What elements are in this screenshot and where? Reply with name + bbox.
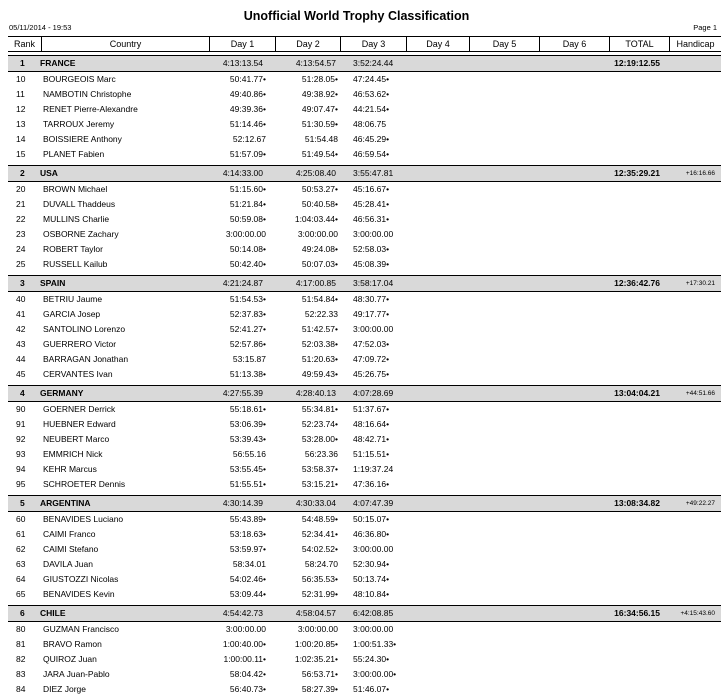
rider-number: 80 xyxy=(16,624,26,634)
team-day1: 4:14:33.00 xyxy=(222,168,263,178)
rider-day1: 52:12.67 xyxy=(232,134,266,144)
rider-number: 24 xyxy=(16,244,26,254)
team-row xyxy=(8,385,721,402)
rider-row xyxy=(8,72,721,87)
rider-name: BOURGEOIS Marc xyxy=(43,74,116,84)
rider-number: 94 xyxy=(16,464,26,474)
team-rank: 1 xyxy=(20,58,25,68)
rider-number: 13 xyxy=(16,119,26,129)
col-header-day5: Day 5 xyxy=(469,37,539,51)
rider-day3: 51:37.67• xyxy=(353,404,390,414)
rider-number: 14 xyxy=(16,134,26,144)
team-row xyxy=(8,55,721,72)
rider-day1: 51:57.09• xyxy=(229,149,266,159)
rider-name: BOISSIERE Anthony xyxy=(43,134,122,144)
rider-row xyxy=(8,652,721,667)
rider-row xyxy=(8,117,721,132)
rider-row xyxy=(8,132,721,147)
team-day3: 4:07:28.69 xyxy=(353,388,394,398)
rider-day2: 53:28.00• xyxy=(301,434,338,444)
rider-day1: 51:21.84• xyxy=(229,199,266,209)
rider-number: 61 xyxy=(16,529,26,539)
team-total: 16:34:56.15 xyxy=(614,608,660,618)
rider-row xyxy=(8,322,721,337)
rider-day2: 55:34.81• xyxy=(301,404,338,414)
team-rank: 6 xyxy=(20,608,25,618)
team-country: CHILE xyxy=(40,608,66,618)
rider-day1: 51:54.53• xyxy=(229,294,266,304)
rider-name: CERVANTES Ivan xyxy=(43,369,113,379)
rider-day2: 52:31.99• xyxy=(301,589,338,599)
rider-number: 93 xyxy=(16,449,26,459)
rider-number: 65 xyxy=(16,589,26,599)
rider-day2: 54:48.59• xyxy=(301,514,338,524)
rider-day1: 3:00:00.00 xyxy=(225,229,266,239)
rider-day2: 52:23.74• xyxy=(301,419,338,429)
rider-day3: 50:15.07• xyxy=(353,514,390,524)
rider-name: OSBORNE Zachary xyxy=(43,229,119,239)
rider-day1: 53:15.87 xyxy=(232,354,266,364)
rider-name: PLANET Fabien xyxy=(43,149,105,159)
rider-day3: 48:30.77• xyxy=(353,294,390,304)
rider-name: BENAVIDES Kevin xyxy=(43,589,115,599)
team-day1: 4:21:24.87 xyxy=(222,278,263,288)
rider-day1: 50:41.77• xyxy=(229,74,266,84)
team-day2: 4:25:08.40 xyxy=(295,168,336,178)
rider-day3: 47:52.03• xyxy=(353,339,390,349)
rider-day2: 50:53.27• xyxy=(301,184,338,194)
rider-day3: 46:53.62• xyxy=(353,89,390,99)
rider-row xyxy=(8,227,721,242)
rider-row xyxy=(8,477,721,492)
rider-day2: 49:59.43• xyxy=(301,369,338,379)
rider-day2: 51:54.84• xyxy=(301,294,338,304)
rider-day2: 51:28.05• xyxy=(301,74,338,84)
table-header xyxy=(8,36,721,52)
rider-day3: 44:21.54• xyxy=(353,104,390,114)
rider-row xyxy=(8,182,721,197)
rider-day3: 1:00:51.33• xyxy=(353,639,397,649)
rider-number: 11 xyxy=(16,89,25,99)
col-header-country: Country xyxy=(41,37,209,51)
col-header-rank: Rank xyxy=(13,39,35,49)
rider-day3: 46:59.54• xyxy=(353,149,390,159)
team-country: SPAIN xyxy=(40,278,66,288)
rider-day3: 51:15.51• xyxy=(353,449,390,459)
rider-day1: 52:57.86• xyxy=(229,339,266,349)
rider-day2: 52:34.41• xyxy=(301,529,338,539)
rider-name: SANTOLINO Lorenzo xyxy=(43,324,126,334)
team-day2: 4:30:33.04 xyxy=(295,498,336,508)
team-row xyxy=(8,495,721,512)
rider-day3: 55:24.30• xyxy=(353,654,390,664)
team-block xyxy=(8,55,721,162)
col-header-total: TOTAL xyxy=(609,37,669,51)
team-handicap: +16:16.66 xyxy=(685,170,715,177)
rider-day1: 49:39.36• xyxy=(229,104,266,114)
rider-name: CAIMI Stefano xyxy=(43,544,99,554)
team-day3: 3:52:24.44 xyxy=(353,58,394,68)
team-total: 12:36:42.76 xyxy=(614,278,660,288)
team-row xyxy=(8,605,721,622)
team-handicap: +44:51.66 xyxy=(685,390,715,397)
rider-name: QUIROZ Juan xyxy=(43,654,97,664)
rider-day1: 56:55.16 xyxy=(232,449,266,459)
team-rank: 3 xyxy=(20,278,25,288)
rider-day2: 51:49.54• xyxy=(301,149,338,159)
team-day2: 4:58:04.57 xyxy=(295,608,336,618)
rider-name: GUERRERO Victor xyxy=(43,339,117,349)
rider-number: 25 xyxy=(16,259,26,269)
rider-day3: 3:00:00.00 xyxy=(353,544,394,554)
rider-number: 83 xyxy=(16,669,26,679)
rider-name: GIUSTOZZI Nicolas xyxy=(43,574,119,584)
rider-number: 64 xyxy=(16,574,26,584)
rider-name: MULLINS Charlie xyxy=(43,214,110,224)
rider-row xyxy=(8,307,721,322)
team-country: FRANCE xyxy=(40,58,76,68)
rider-row xyxy=(8,417,721,432)
rider-number: 44 xyxy=(16,354,26,364)
rider-number: 81 xyxy=(16,639,26,649)
rider-day2: 3:00:00.00 xyxy=(297,229,338,239)
rider-day1: 51:15.60• xyxy=(229,184,266,194)
rider-row xyxy=(8,542,721,557)
team-total: 12:19:12.55 xyxy=(614,58,660,68)
rider-day1: 1:00:00.11• xyxy=(223,654,266,664)
rider-day2: 1:02:35.21• xyxy=(294,654,338,664)
rider-day1: 53:55.45• xyxy=(229,464,266,474)
rider-day3: 45:26.75• xyxy=(353,369,390,379)
team-day1: 4:30:14.39 xyxy=(222,498,263,508)
col-header-day2: Day 2 xyxy=(275,37,340,51)
team-country: USA xyxy=(40,168,58,178)
rider-name: NAMBOTIN Christophe xyxy=(43,89,132,99)
team-total: 12:35:29.21 xyxy=(614,168,660,178)
rider-day3: 48:06.75 xyxy=(353,119,387,129)
rider-row xyxy=(8,337,721,352)
rider-name: GARCIA Josep xyxy=(43,309,101,319)
team-day1: 4:27:55.39 xyxy=(222,388,263,398)
rider-day3: 3:00:00.00• xyxy=(353,669,397,679)
rider-name: GOERNER Derrick xyxy=(43,404,116,414)
rider-name: ROBERT Taylor xyxy=(43,244,103,254)
team-rank: 2 xyxy=(20,168,25,178)
rider-day1: 56:40.73• xyxy=(229,684,266,694)
rider-number: 91 xyxy=(16,419,26,429)
rider-row xyxy=(8,432,721,447)
team-handicap: +4:15:43.60 xyxy=(680,610,715,617)
rider-day1: 53:18.63• xyxy=(229,529,266,539)
rider-number: 45 xyxy=(16,369,26,379)
team-day3: 3:58:17.04 xyxy=(353,278,394,288)
rider-number: 43 xyxy=(16,339,26,349)
rider-row xyxy=(8,512,721,527)
rider-day3: 1:19:37.24 xyxy=(353,464,394,474)
rider-row xyxy=(8,462,721,477)
rider-row xyxy=(8,527,721,542)
rider-day2: 52:22.33 xyxy=(304,309,338,319)
rider-number: 12 xyxy=(16,104,26,114)
classification-table xyxy=(8,36,721,697)
rider-number: 23 xyxy=(16,229,26,239)
rider-day2: 3:00:00.00 xyxy=(297,624,338,634)
team-day3: 3:55:47.81 xyxy=(353,168,394,178)
rider-row xyxy=(8,557,721,572)
rider-day3: 48:42.71• xyxy=(353,434,390,444)
rider-name: GUZMAN Francisco xyxy=(43,624,120,634)
rider-day1: 53:59.97• xyxy=(229,544,266,554)
rider-name: BROWN Michael xyxy=(43,184,108,194)
rider-row xyxy=(8,212,721,227)
col-header-handicap: Handicap xyxy=(669,37,721,51)
rider-row xyxy=(8,682,721,697)
rider-day1: 3:00:00.00 xyxy=(225,624,266,634)
rider-name: RUSSELL Kailub xyxy=(43,259,108,269)
rider-row xyxy=(8,197,721,212)
team-handicap: +49:22.27 xyxy=(685,500,715,507)
rider-day1: 52:37.83• xyxy=(229,309,266,319)
rider-day3: 46:36.80• xyxy=(353,529,390,539)
rider-name: DIEZ Jorge xyxy=(43,684,86,694)
team-handicap: +17:30.21 xyxy=(685,280,715,287)
rider-day3: 3:00:00.00 xyxy=(353,324,394,334)
rider-name: JARA Juan-Pablo xyxy=(43,669,110,679)
rider-day3: 52:58.03• xyxy=(353,244,390,254)
team-day3: 4:07:47.39 xyxy=(353,498,394,508)
team-rank: 5 xyxy=(20,498,25,508)
team-row xyxy=(8,165,721,182)
team-day2: 4:13:54.57 xyxy=(295,58,336,68)
team-country: GERMANY xyxy=(40,388,84,398)
rider-day2: 51:54.48 xyxy=(304,134,338,144)
rider-row xyxy=(8,367,721,382)
rider-name: RENET Pierre-Alexandre xyxy=(43,104,138,114)
team-day1: 4:13:13.54 xyxy=(222,58,263,68)
rider-day2: 49:38.92• xyxy=(301,89,338,99)
rider-number: 21 xyxy=(16,199,26,209)
rider-day2: 51:30.59• xyxy=(301,119,338,129)
rider-name: DUVALL Thaddeus xyxy=(43,199,116,209)
rider-day3: 45:08.39• xyxy=(353,259,390,269)
rider-day2: 58:24.70 xyxy=(304,559,338,569)
rider-name: CAIMI Franco xyxy=(43,529,96,539)
rider-row xyxy=(8,667,721,682)
rider-row xyxy=(8,87,721,102)
rider-row xyxy=(8,622,721,637)
team-day1: 4:54:42.73 xyxy=(222,608,263,618)
rider-day1: 53:39.43• xyxy=(229,434,266,444)
team-day2: 4:17:00.85 xyxy=(295,278,336,288)
rider-day2: 56:35.53• xyxy=(301,574,338,584)
team-country: ARGENTINA xyxy=(40,498,91,508)
rider-row xyxy=(8,242,721,257)
rider-day2: 58:27.39• xyxy=(301,684,338,694)
col-header-day3: Day 3 xyxy=(340,37,406,51)
rider-name: BETRIU Jaume xyxy=(43,294,103,304)
rider-number: 60 xyxy=(16,514,26,524)
rider-number: 84 xyxy=(16,684,26,694)
rider-day2: 50:07.03• xyxy=(301,259,338,269)
rider-row xyxy=(8,147,721,162)
rider-row xyxy=(8,402,721,417)
rider-day2: 52:03.38• xyxy=(301,339,338,349)
col-header-day1: Day 1 xyxy=(209,37,275,51)
rider-day3: 47:09.72• xyxy=(353,354,390,364)
rider-name: BARRAGAN Jonathan xyxy=(43,354,129,364)
rider-day2: 56:23.36 xyxy=(304,449,338,459)
rider-row xyxy=(8,352,721,367)
report-title: Unofficial World Trophy Classification xyxy=(243,9,470,23)
rider-day1: 50:14.08• xyxy=(229,244,266,254)
rider-day1: 54:02.46• xyxy=(229,574,266,584)
col-header-day4: Day 4 xyxy=(406,37,469,51)
rider-row xyxy=(8,447,721,462)
rider-number: 20 xyxy=(16,184,26,194)
rider-number: 42 xyxy=(16,324,26,334)
rider-row xyxy=(8,637,721,652)
report-date: 05/11/2014 - 19:53 xyxy=(9,23,72,32)
rider-day2: 53:58.37• xyxy=(301,464,338,474)
team-total: 13:04:04.21 xyxy=(614,388,660,398)
team-day2: 4:28:40.13 xyxy=(295,388,336,398)
rider-day1: 55:43.89• xyxy=(229,514,266,524)
rider-number: 40 xyxy=(16,294,26,304)
rider-row xyxy=(8,572,721,587)
rider-day3: 51:46.07• xyxy=(353,684,390,694)
team-block xyxy=(8,605,721,697)
rider-day1: 51:14.46• xyxy=(229,119,266,129)
rider-number: 92 xyxy=(16,434,26,444)
rider-day3: 52:30.94• xyxy=(353,559,390,569)
rider-day1: 51:55.51• xyxy=(229,479,266,489)
rider-day2: 1:00:20.85• xyxy=(294,639,338,649)
rider-number: 15 xyxy=(16,149,26,159)
rider-row xyxy=(8,587,721,602)
rider-day2: 54:02.52• xyxy=(301,544,338,554)
rider-number: 22 xyxy=(16,214,26,224)
rider-name: DAVILA Juan xyxy=(43,559,93,569)
rider-day1: 51:13.38• xyxy=(229,369,266,379)
rider-number: 95 xyxy=(16,479,26,489)
team-block xyxy=(8,165,721,272)
rider-name: EMMRICH Nick xyxy=(43,449,103,459)
rider-day1: 55:18.61• xyxy=(229,404,266,414)
rider-day3: 48:16.64• xyxy=(353,419,390,429)
rider-number: 90 xyxy=(16,404,26,414)
rider-name: KEHR Marcus xyxy=(43,464,97,474)
rider-name: SCHROETER Dennis xyxy=(43,479,126,489)
rider-day2: 49:24.08• xyxy=(301,244,338,254)
rider-day3: 45:28.41• xyxy=(353,199,390,209)
rider-name: TARROUX Jeremy xyxy=(43,119,115,129)
rider-row xyxy=(8,292,721,307)
col-header-day6: Day 6 xyxy=(539,37,609,51)
team-day3: 6:42:08.85 xyxy=(353,608,394,618)
rider-day1: 49:40.86• xyxy=(229,89,266,99)
rider-day3: 45:16.67• xyxy=(353,184,390,194)
rider-day2: 49:07.47• xyxy=(301,104,338,114)
rider-day3: 49:17.77• xyxy=(353,309,390,319)
rider-name: BRAVO Ramon xyxy=(43,639,102,649)
rider-day1: 50:42.40• xyxy=(229,259,266,269)
rider-day3: 47:24.45• xyxy=(353,74,390,84)
rider-day3: 3:00:00.00 xyxy=(353,624,394,634)
team-rank: 4 xyxy=(20,388,25,398)
rider-day1: 53:06.39• xyxy=(229,419,266,429)
team-block xyxy=(8,275,721,382)
rider-day2: 51:42.57• xyxy=(301,324,338,334)
rider-day1: 1:00:40.00• xyxy=(222,639,266,649)
team-row xyxy=(8,275,721,292)
rider-number: 63 xyxy=(16,559,26,569)
rider-name: BENAVIDES Luciano xyxy=(43,514,124,524)
rider-day1: 53:09.44• xyxy=(229,589,266,599)
rider-day1: 52:41.27• xyxy=(229,324,266,334)
team-total: 13:08:34.82 xyxy=(614,498,660,508)
rider-number: 10 xyxy=(16,74,26,84)
rider-day3: 50:13.74• xyxy=(353,574,390,584)
rider-day2: 50:40.58• xyxy=(301,199,338,209)
team-block xyxy=(8,495,721,602)
rider-day3: 47:36.16• xyxy=(353,479,390,489)
rider-number: 62 xyxy=(16,544,26,554)
rider-day3: 3:00:00.00 xyxy=(353,229,394,239)
rider-day1: 58:04.42• xyxy=(229,669,266,679)
rider-day3: 46:56.31• xyxy=(353,214,390,224)
rider-day2: 51:20.63• xyxy=(301,354,338,364)
rider-name: HUEBNER Edward xyxy=(43,419,116,429)
rider-row xyxy=(8,257,721,272)
rider-row xyxy=(8,102,721,117)
rider-day1: 58:34.01 xyxy=(232,559,266,569)
rider-day2: 56:53.71• xyxy=(301,669,338,679)
rider-day3: 48:10.84• xyxy=(353,589,390,599)
rider-day2: 1:04:03.44• xyxy=(294,214,338,224)
rider-number: 82 xyxy=(16,654,26,664)
rider-number: 41 xyxy=(16,309,26,319)
team-block xyxy=(8,385,721,492)
page-number: Page 1 xyxy=(693,23,717,32)
rider-name: NEUBERT Marco xyxy=(43,434,110,444)
rider-day1: 50:59.08• xyxy=(229,214,266,224)
rider-day2: 53:15.21• xyxy=(301,479,338,489)
rider-day3: 46:45.29• xyxy=(353,134,390,144)
